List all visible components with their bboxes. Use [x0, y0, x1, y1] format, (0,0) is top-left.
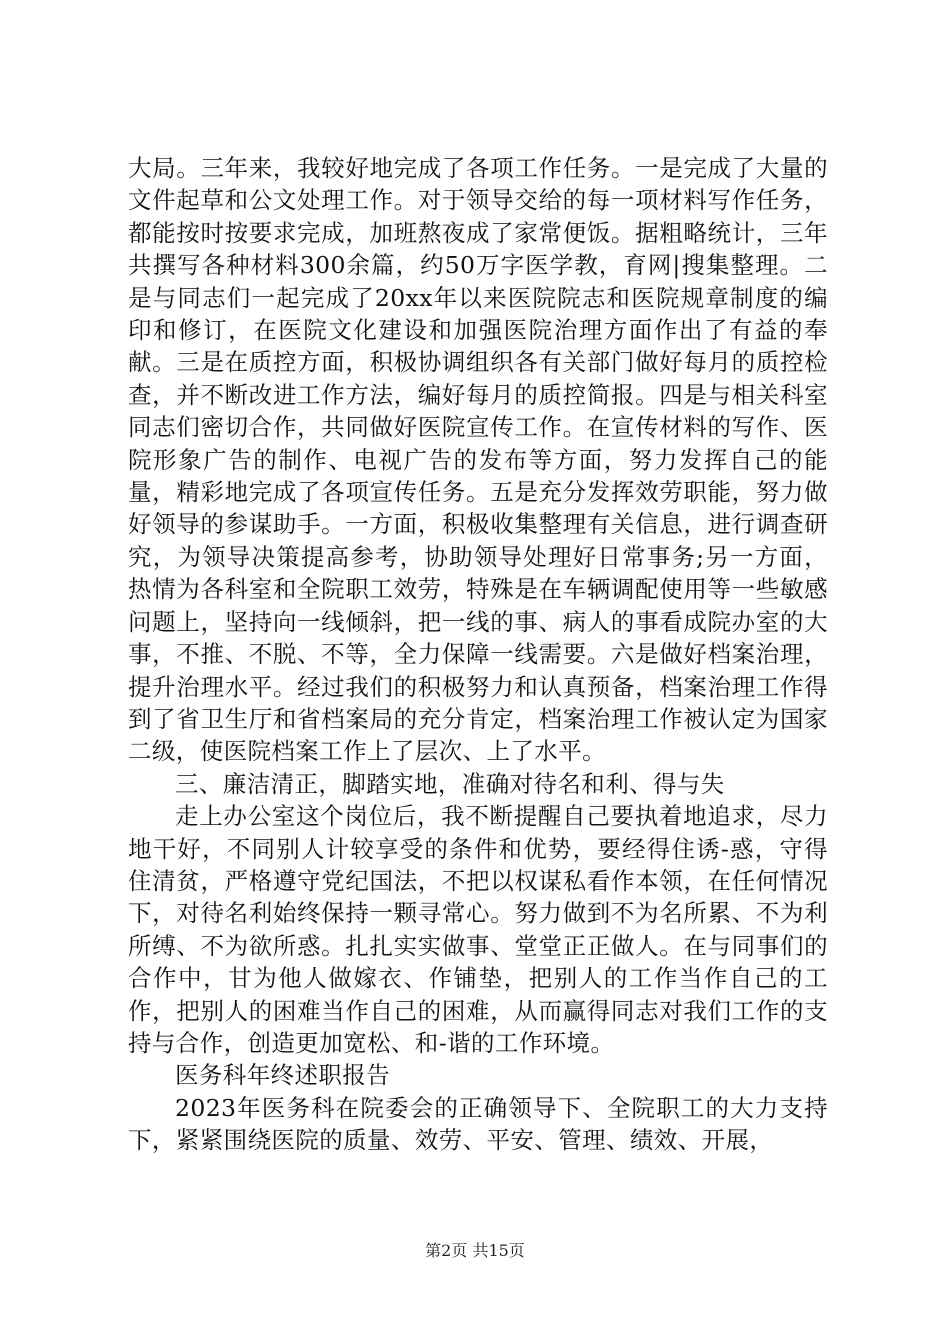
section-heading: 三、廉洁清正，脚踏实地，准确对待名和利、得与失	[175, 769, 725, 798]
document-body	[128, 152, 828, 1157]
body-paragraph: 走上办公室这个岗位后，我不断提醒自己要执着地追求，尽力地干好，不同别人计较享受的条件和优势，要经得住诱-惑，守得住清贫，严格遵守党纪国法，不把以权谋私看作本领，在任何情况下，对待名利始终保持一颗寻常心。努力做到不为名所累、不为利所缚、不为欲所惑。扎扎实实做事、堂堂正正做人。在与同事们的合作中，甘为他人做嫁衣、作铺垫，把别人的工作当作自己的工作，把别人的困难当作自己的困难，从而赢得同志对我们工作的支持与合作，创造更加宽松、和-谐的工作环境。	[128, 802, 828, 1057]
body-paragraph: 2023年医务科在院委会的正确领导下、全院职工的大力支持下，紧紧围绕医院的质量、效劳、平安、管理、绩效、开展，	[128, 1093, 828, 1155]
report-title: 医务科年终述职报告	[175, 1061, 391, 1090]
page-number-footer: 第2页 共15页	[425, 1241, 525, 1260]
body-paragraph: 大局。三年来，我较好地完成了各项工作任务。一是完成了大量的文件起草和公文处理工作。对于领导交给的每一项材料写作任务，都能按时按要求完成，加班熬夜成了家常便饭。据粗略统计，三年共撰写各种材料300余篇，约50万字医学教，育网|搜集整理。二是与同志们一起完成了20xx年以来医院院志和医院规章制度的编印和修订，在医院文化建设和加强医院治理方面作出了有益的奉献。三是在质控方面，积极协调组织各有关部门做好每月的质控检查，并不断改进工作方法，编好每月的质控简报。四是与相关科室同志们密切合作，共同做好医院宣传工作。在宣传材料的写作、医院形象广告的制作、电视广告的发布等方面，努力发挥自己的能量，精彩地完成了各项宣传任务。五是充分发挥效劳职能，努力做好领导的参谋助手。一方面，积极收集整理有关信息，进行调查研究，为领导决策提高参考，协助领导处理好日常事务;另一方面，热情为各科室和全院职工效劳，特殊是在车辆调配使用等一些敏感问题上，坚持向一线倾斜，把一线的事、病人的事看成院办室的大事，不推、不脱、不等，全力保障一线需要。六是做好档案治理，提升治理水平。经过我们的积极努力和认真预备，档案治理工作得到了省卫生厅和省档案局的充分肯定，档案治理工作被认定为国家二级，使医院档案工作上了层次、上了水平。	[128, 154, 828, 766]
